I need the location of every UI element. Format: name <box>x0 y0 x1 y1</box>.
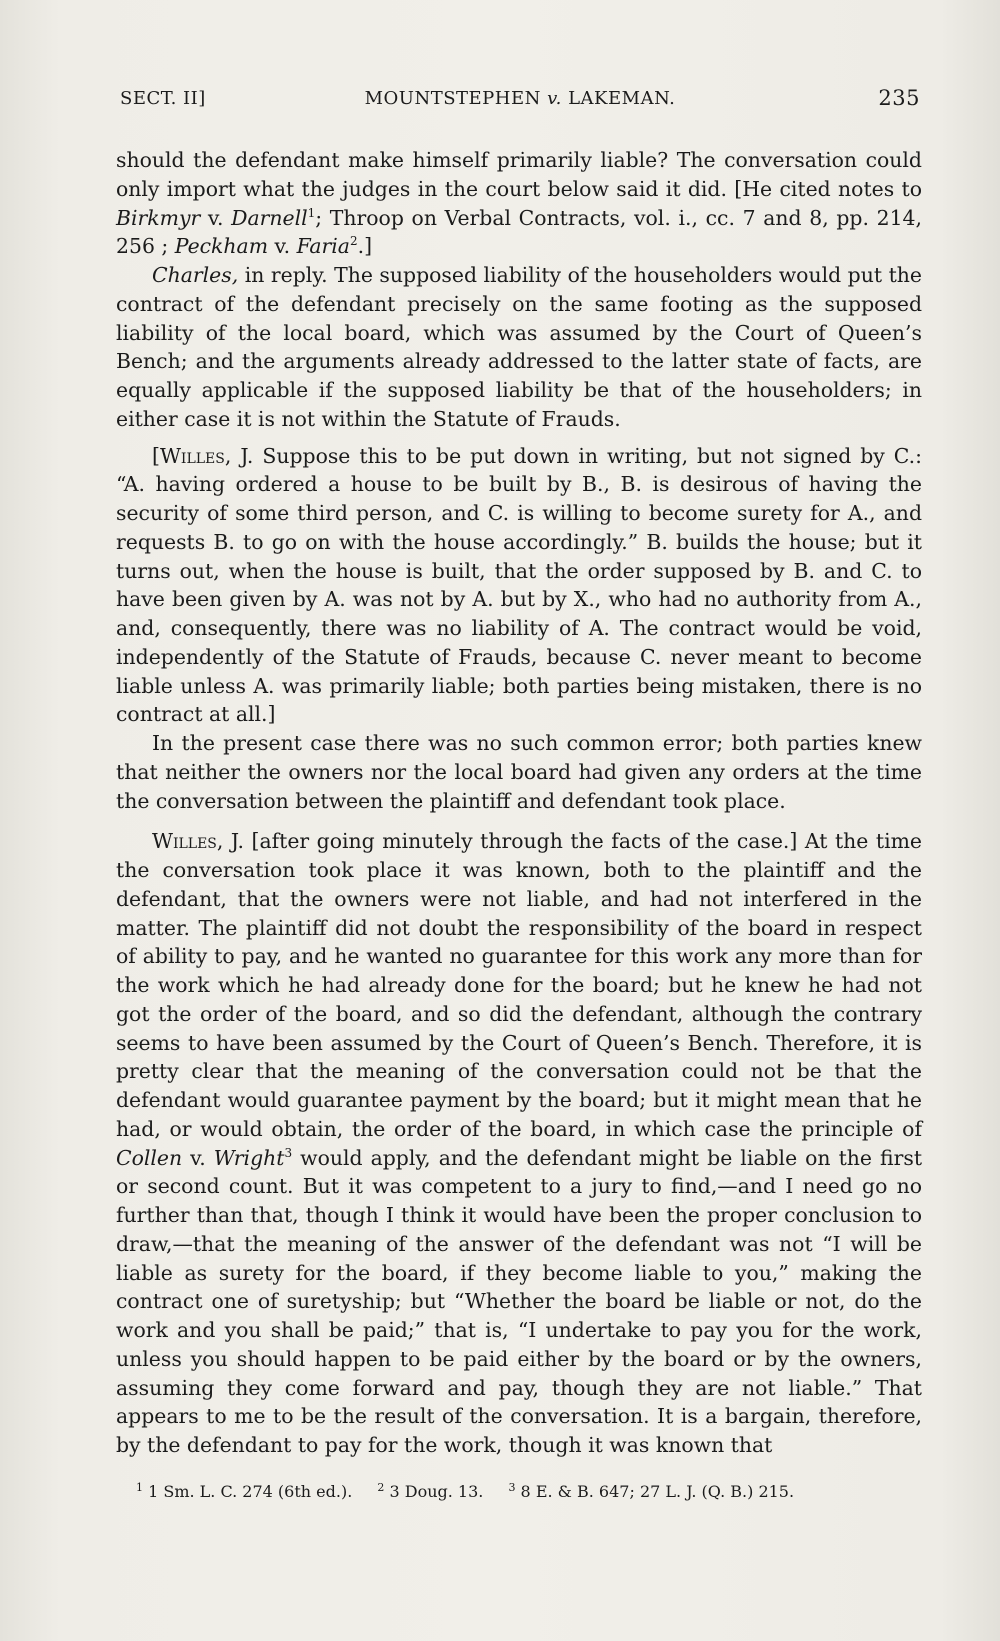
paragraph-present-case: In the present case there was no such common error; both parties knew that neither the owners nor the local board had given any orders at the time the conversation between the plaintiff and defendant took place. <box>116 731 922 813</box>
section-label: SECT. II] <box>120 88 206 109</box>
footnote-ref: 1 <box>307 205 316 220</box>
footnote-ref: 3 <box>284 1145 293 1160</box>
case-title: MOUNTSTEPHEN v. LAKEMAN. <box>364 88 676 109</box>
body-text <box>116 146 922 1460</box>
running-header <box>120 88 920 118</box>
footnote-2: $^2$ 3 Doug. 13. <box>377 1481 484 1501</box>
footnote-ref: 2 <box>349 234 358 249</box>
footnote-3: $^3$ 8 E. & B. 647; 27 L. J. (Q. B.) 215. <box>508 1481 795 1501</box>
paragraph-judgment: Willes, J. [after going minutely through the facts of the case.] At the time the conversation took place it was known, both to the plaintiff and the defendant, that the owners were not liable, and had not interfered in the matter. The plaintiff did not doubt the responsibility of the board in respect of ability to pay, and he wanted no guarantee for this work any more than for the work which he had already done for the board; but he knew he had not got the order of the board, and so did the defendant, although the contrary seems to have been assumed by the Court of Queen’s Bench. Therefore, it is pretty clear that the meaning of the conversation could not be that the defendant would guarantee payment by the board; but it might mean that he had, or would obtain, the order of the board, in which case the principle of Collen v. Wright$^3$ would apply, and the defendant might be liable on the first or second count. But it was competent to a jury to find,—and I need go no further than that, though I think it would have been the proper conclusion to draw,—that the meaning of the answer of the defendant was not “I will be liable as surety for the board, if they become liable to you,” making the contract one of suretyship; but “Whether the board be liable or not, do the work and you shall be paid;” that is, “I undertake to pay you for the work, unless you should happen to be paid either by the board or by the owners, assuming they come forward and pay, though they are not liable.” That appears to me to be the result of the conversation. It is a bargain, therefore, by the defendant to pay for the work, though it was known that <box>116 829 923 1457</box>
page-number: 235 <box>878 86 920 110</box>
paragraph-argument-continued: should the defendant make himself primarily liable? The conversation could only import what the judges in the court below said it did. [He cited notes to Birkmyr v. Darnell$^1$; Throop on Verbal Contracts, vol. i., cc. 7 and 8, pp. 214, 256 ; Peckham v. Faria$^2$.] <box>116 148 922 259</box>
paragraph-willes-interjection: [Willes, J. Suppose this to be put down in writing, but not signed by C.: “A. having ordered a house to be built by B., B. is desirous of having the security of some third person, and C. is willing to become surety for A., and requests B. to go on with the house accordingly.” B. builds the house; but it turns out, when the house is built, that the order supposed by B. and C. to have been given by A. was not by A. but by X., who had no authority from A., and, consequently, there was no liability of A. The contract would be void, independently of the Statute of Frauds, because C. never meant to become liable unless A. was primarily liable; both parties being mistaken, there is no contract at all.] <box>116 443 922 727</box>
paragraph-reply: Charles, in reply. The supposed liability of the householders would put the contract of the defendant precisely on the same footing as the supposed liability of the local board, which was assumed by the Court of Queen’s Bench; and the arguments already addressed to the latter state of facts, are equally applicable if the supposed liability be that of the householders; in either case it is not within the Statute of Frauds. <box>116 263 922 431</box>
footnote-1: $^1$ 1 Sm. L. C. 274 (6th ed.). <box>136 1481 353 1501</box>
footnotes <box>136 1482 916 1501</box>
